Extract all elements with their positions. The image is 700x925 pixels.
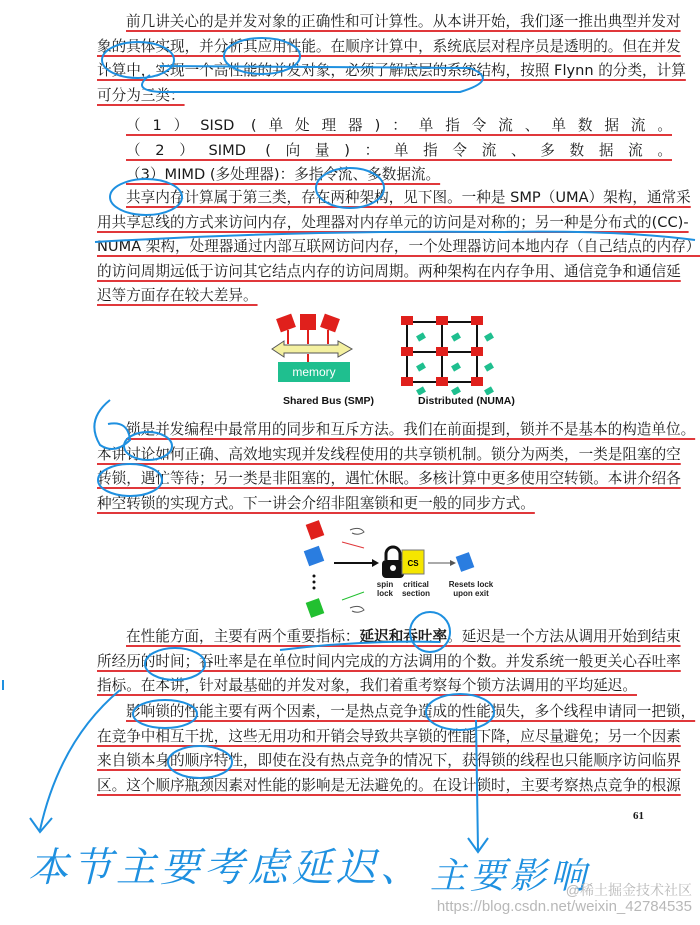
text-line-content: 在竞争中相互干扰，这些无用功和开销会导致共享锁的性能下降，应尽量避免；另一个因素 (97, 727, 681, 745)
numa-caption: Distributed (NUMA) (418, 395, 515, 407)
text-line-content: 来自锁本身的顺序特性，即使在没有热点竞争的情况下，获得锁的线程也只能顺序访问临界 (97, 752, 681, 770)
cs-label: CS (407, 559, 419, 568)
text-line (97, 418, 696, 443)
handwritten-note-right: 主要影响 (430, 856, 591, 897)
text-line-content: 用共享总线的方式来访问内存，处理器对内存单元的访问是对称的；另一种是分布式的(CC)- (97, 213, 689, 231)
text-line (97, 186, 691, 211)
text-line (126, 114, 672, 139)
text-line-content: 种空转锁的实现方式。下一讲会介绍非阻塞锁和更一般的同步方式。 (97, 494, 535, 512)
text-line-content: 在性能方面，主要有两个重要指标：延迟和吞吐率。延迟是一个方法从调用开始到结束 (126, 628, 681, 645)
text-line-content: 本讲讨论如何正确、高效地实现并发线程使用的共享锁机制。锁分为两类，一类是阻塞的空 (97, 445, 681, 463)
text-line-content: 锁是并发编程中最常用的同步和互斥方法。我们在前面提到，锁并不是基本的构造单位。 (126, 421, 696, 438)
text-line-content: 迟等方面存在较大差异。 (97, 287, 258, 305)
watermark-community: @稀土掘金技术社区 (565, 882, 692, 898)
text-line (97, 59, 686, 84)
text-line-content: 所经历的时间；吞吐率是在单位时间内完成的方法调用的个数。并发系统一般更关心吞吐率 (97, 652, 681, 670)
text-line-content: 前几讲关心的是并发对象的正确性和可计算性。从本讲开始，我们逐一推出典型并发对 (126, 13, 681, 30)
numa-diagram (395, 310, 500, 395)
text-line (126, 163, 672, 188)
text-line (97, 725, 681, 750)
text-line-content: 指标。在本讲，针对最基础的并发对象，我们着重考察每个锁方法调用的平均延迟。 (97, 677, 637, 695)
text-line (97, 10, 681, 35)
text-line (97, 84, 672, 109)
paragraph-locks (97, 418, 696, 516)
text-line (126, 139, 672, 164)
text-line-content: （1）SISD (单处理器)：单指令流、单数据流。 (126, 117, 672, 134)
critical-section-label: critical section (401, 580, 430, 598)
text-line-content: （2）SIMD (向量)：单指令流、多数据流。 (126, 141, 672, 159)
handwritten-note-left: 本节主要考虑延迟、 (28, 845, 424, 891)
text-line-content: 区。这个顺序瓶颈因素对性能的影响是无法避免的。在设计锁时，主要考察热点竞争的根源 (97, 776, 681, 794)
text-line-content: 的访问周期远低于访问其它结点内存的访问周期。两种架构在内存争用、通信竞争和通信延 (97, 262, 681, 280)
text-line (97, 700, 696, 725)
spin-lock-diagram (300, 520, 500, 620)
text-line (97, 35, 681, 60)
text-line-content: （3）MIMD (多处理器)：多指令流、多数据流。 (126, 166, 441, 184)
text-line (97, 284, 672, 309)
text-line (97, 749, 681, 774)
paragraph-intro (97, 10, 686, 108)
text-line (97, 443, 681, 468)
text-line-content: 共享内存计算属于第三类，存在两种架构，见下图。一种是 SMP（UMA）架构，通常采 (126, 189, 691, 206)
paragraph-metrics (97, 625, 681, 699)
text-line (97, 674, 672, 699)
flynn-classification-list (126, 114, 672, 188)
text-line (97, 625, 681, 650)
text-line (97, 211, 689, 236)
text-line-content: 转锁，遇忙等待；另一类是非阻塞的，遇忙休眠。多核计算中更多使用空转锁。本讲介绍各 (97, 470, 681, 488)
text-line-content: NUMA 架构，处理器通过内部互联网访问内存，一个处理器访问本地内存（自己结点的内存） (97, 238, 700, 256)
text-line-content: 可分为三类： (97, 86, 185, 104)
text-line (97, 774, 681, 799)
text-line-content: 影响锁的性能主要有两个因素，一是热点竞争造成的性能损失，多个线程申请同一把锁， (126, 703, 696, 720)
text-line (97, 650, 681, 675)
watermark-url: https://blog.csdn.net/weixin_42784535 (436, 898, 692, 915)
text-line (97, 467, 681, 492)
text-line-content: 象的具体实现，并分析其应用性能。在顺序计算中，系统底层对程序员是透明的。但在并发 (97, 37, 681, 55)
paragraph-factors (97, 700, 696, 798)
paragraph-architectures (97, 186, 700, 309)
page-number: 61 (633, 810, 644, 822)
text-line (97, 492, 672, 517)
resets-lock-label: Resets lock upon exit (448, 580, 494, 598)
smp-caption: Shared Bus (SMP) (283, 395, 375, 407)
memory-label: memory (292, 365, 336, 379)
spin-lock-label: spin lock (376, 580, 394, 598)
text-line (97, 235, 700, 260)
text-line-content: 计算中，实现一个高性能的并发对象，必须了解底层的系统结构，按照 Flynn 的分类，计算 (97, 62, 686, 80)
text-line (97, 260, 681, 285)
